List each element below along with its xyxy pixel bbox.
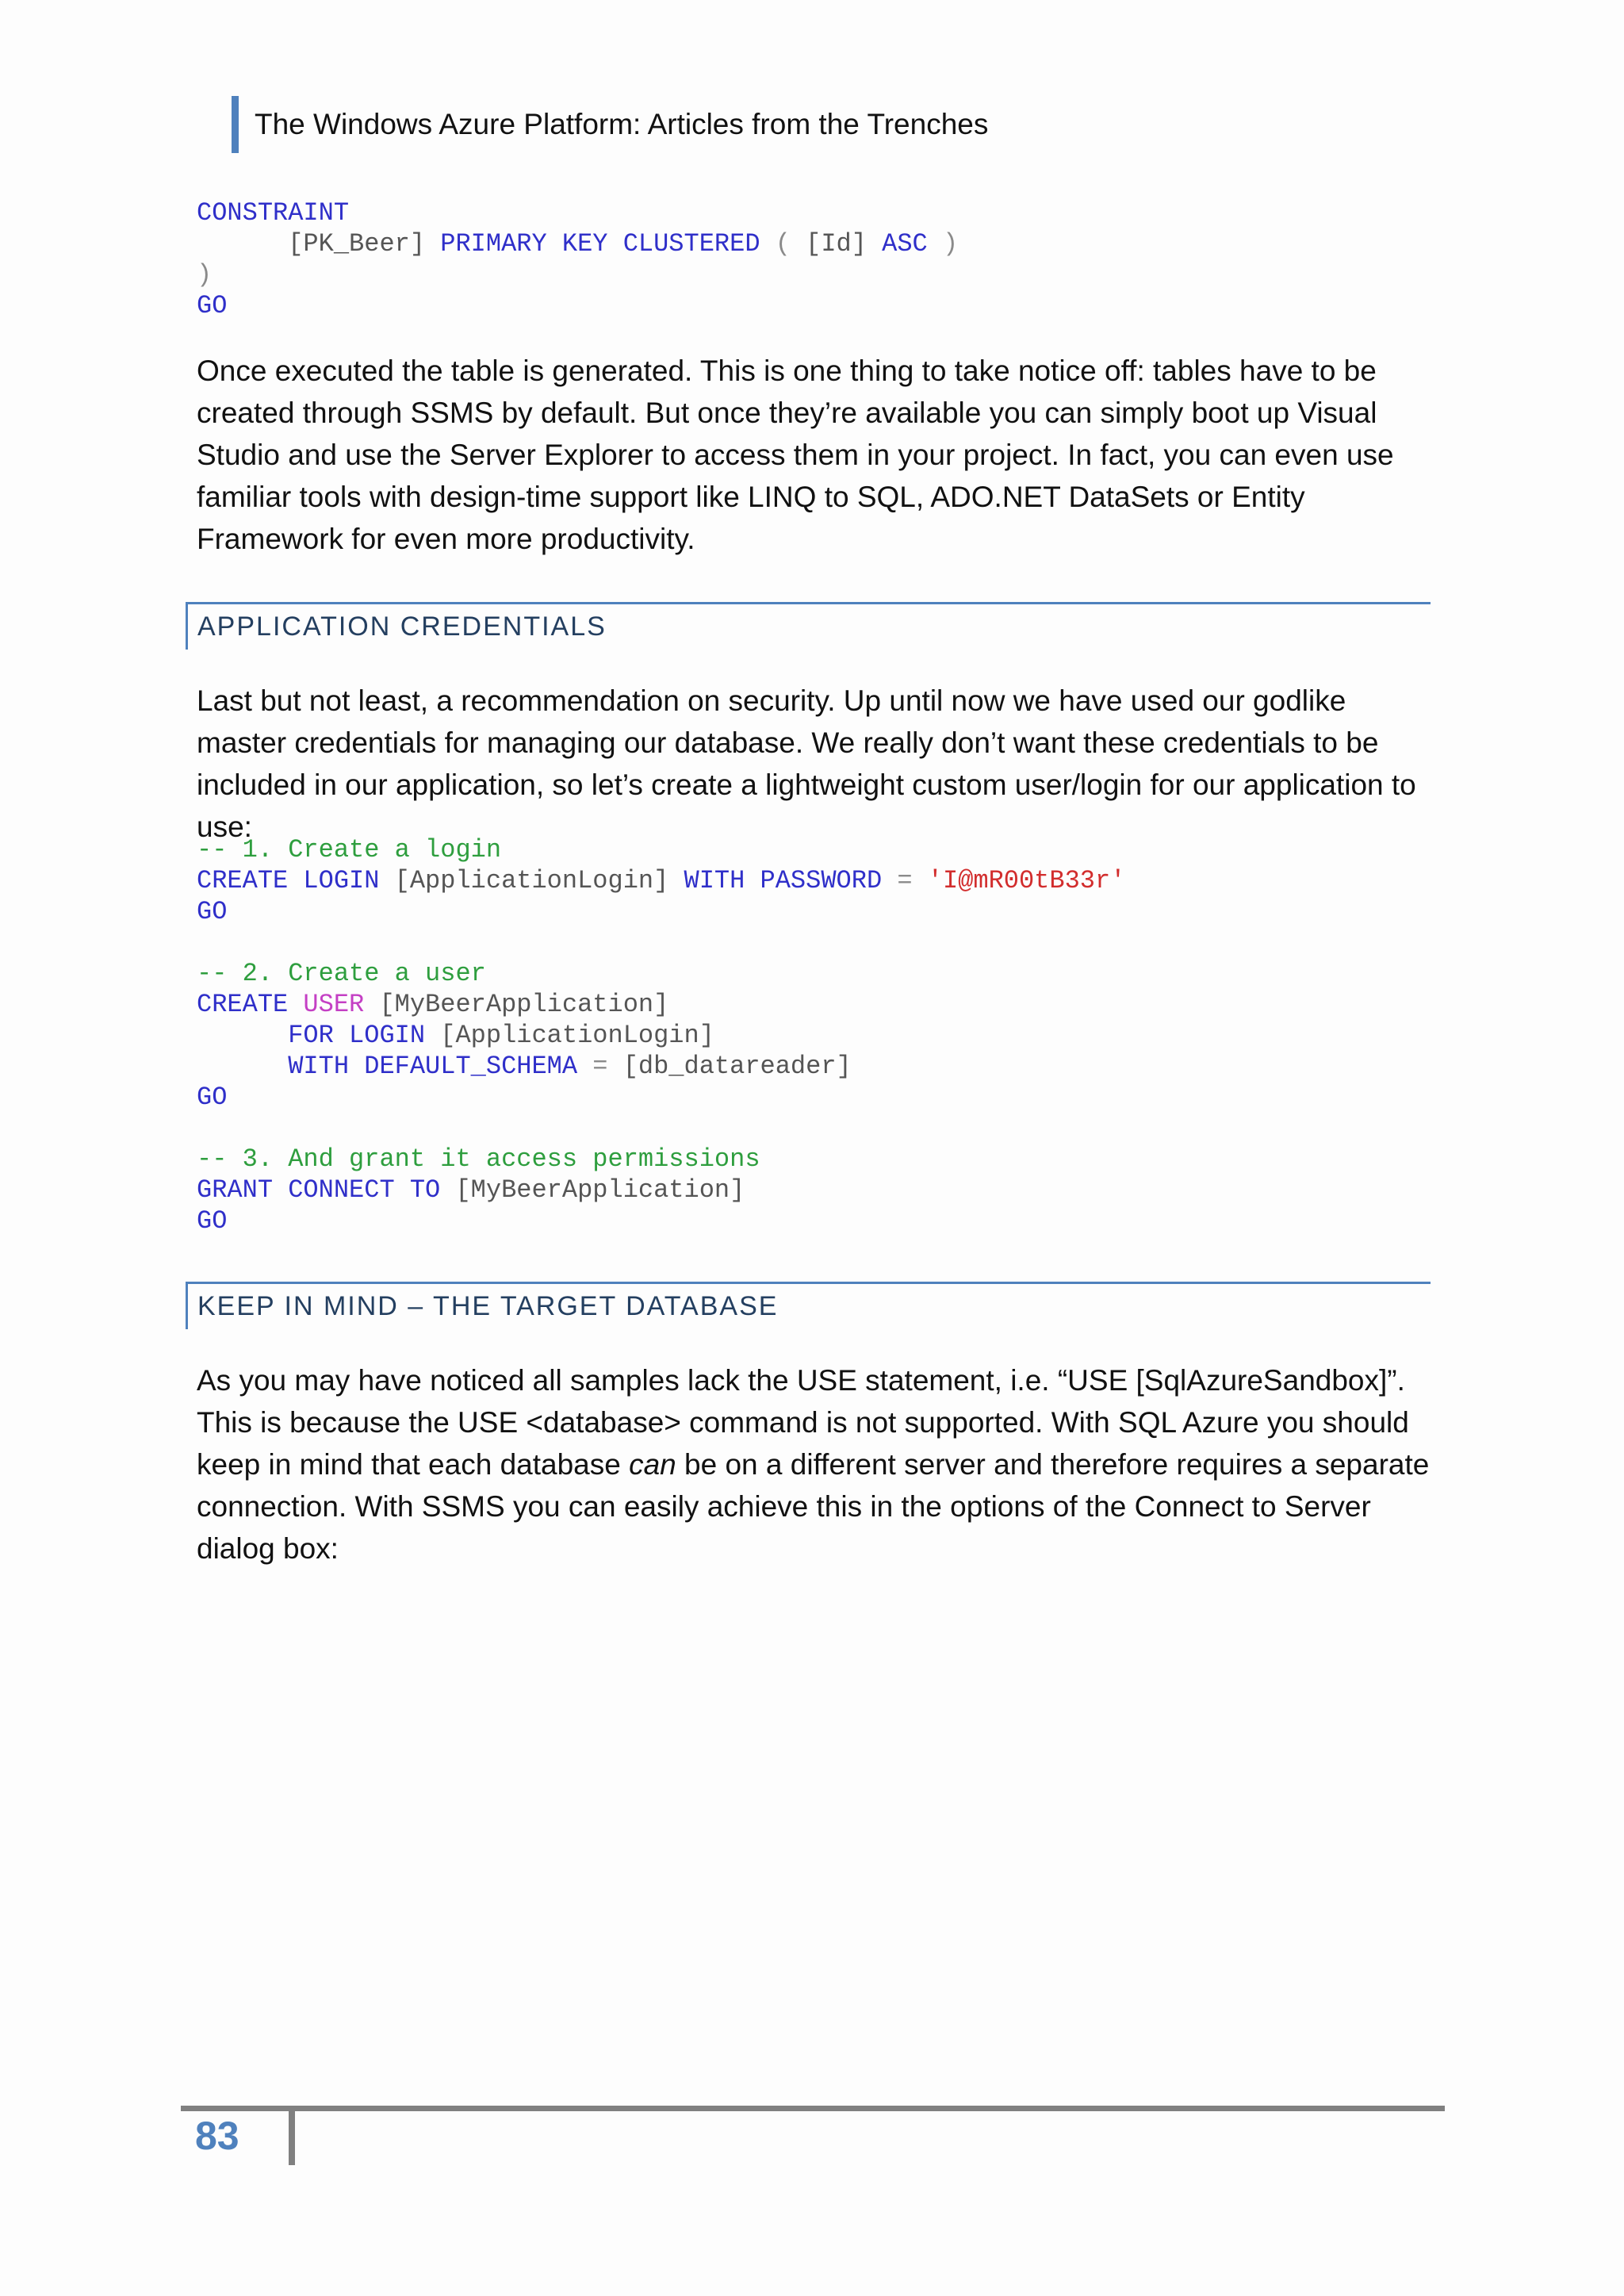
code-token: [Id] (806, 229, 883, 259)
code-keyword: USER (303, 990, 365, 1019)
code-token: [ApplicationLogin] (425, 1021, 714, 1050)
code-keyword: ASC (882, 229, 928, 259)
code-keyword: FOR LOGIN (288, 1021, 426, 1050)
emphasis-can: can (629, 1448, 676, 1481)
paragraph-table-generated: Once executed the table is generated. This is one thing to take notice off: tables have to be created through SSMS by default. But once they’re available you can simply boot up Visual Studio and use the Server Explorer to access them in your project. In fact, you can even use familiar tools with design-time support like LINQ to SQL, ADO.NET DataSets or Entity Framework for even more productivity. (197, 355, 1394, 555)
code-token: ( (760, 229, 806, 259)
page-number-divider (289, 2111, 295, 2165)
code-token: = (882, 866, 928, 895)
code-line (197, 865, 1125, 896)
code-line (197, 927, 1125, 958)
code-token: [ApplicationLogin] (379, 866, 684, 895)
section-heading-target-database (186, 1282, 1431, 1329)
code-keyword: CREATE LOGIN (197, 866, 380, 895)
code-keyword: GRANT CONNECT TO (197, 1175, 441, 1205)
code-line (197, 1175, 1125, 1205)
code-token: = (577, 1052, 623, 1081)
section-heading-text: APPLICATION CREDENTIALS (197, 611, 607, 642)
code-keyword: GO (197, 1206, 228, 1236)
code-string: 'I@mR00tB33r' (927, 866, 1126, 895)
paragraph-use-statement (197, 1359, 1434, 1570)
code-keyword: GO (197, 291, 228, 320)
code-token: [MyBeerApplication] (364, 990, 669, 1019)
code-block-table-constraint (197, 197, 958, 321)
code-keyword: WITH PASSWORD (684, 866, 883, 895)
code-line (197, 1113, 1125, 1144)
page-number: 83 (195, 2114, 239, 2158)
code-token: [MyBeerApplication] (440, 1175, 745, 1205)
code-comment: -- 3. And grant it access permissions (197, 1144, 760, 1174)
code-line (197, 1020, 1125, 1051)
code-keyword: GO (197, 897, 228, 926)
code-line (197, 197, 958, 228)
code-line (197, 1082, 1125, 1113)
code-keyword: PRIMARY KEY CLUSTERED (440, 229, 760, 259)
code-line (197, 1051, 1125, 1082)
footer-rule (181, 2106, 1445, 2111)
code-keyword: CONSTRAINT (197, 198, 350, 228)
section-heading-application-credentials (186, 602, 1431, 650)
code-block-create-login (197, 834, 1125, 1236)
paragraph-text: be on a different server and therefore requires a separate connection. With SSMS you can easily achieve this in the options of the Connect to Server dialog box: (197, 1448, 1430, 1565)
code-token: [db_datareader] (622, 1052, 852, 1081)
code-token: ) (927, 229, 959, 259)
paragraph-text: As you may have noticed all samples lack the USE statement, i.e. “USE [SqlAzureSandbox]”. This is because the USE <database> command is not supported. With SQL Azure you should keep in mind that each database (197, 1364, 1409, 1481)
code-token (197, 1052, 288, 1081)
code-line (197, 228, 958, 259)
code-token (197, 1021, 288, 1050)
code-line (197, 290, 958, 321)
code-line (197, 958, 1125, 989)
section-heading-text: KEEP IN MIND – THE TARGET DATABASE (197, 1291, 779, 1321)
code-keyword: GO (197, 1083, 228, 1112)
code-line (197, 259, 958, 290)
code-line (197, 834, 1125, 865)
code-line (197, 1205, 1125, 1236)
code-token: [PK_Beer] (197, 229, 441, 259)
code-line (197, 1144, 1125, 1175)
running-header-title: The Windows Azure Platform: Articles from the Trenches (255, 108, 989, 140)
code-token: ) (197, 260, 213, 289)
running-header (232, 96, 988, 153)
code-keyword: WITH DEFAULT_SCHEMA (288, 1052, 578, 1081)
paragraph-security-recommendation: Last but not least, a recommendation on security. Up until now we have used our godlike master credentials for managing our database. We really don’t want these credentials to be included in our application, so let’s create a lightweight custom user/login for our application to use: (197, 684, 1416, 843)
code-comment: -- 1. Create a login (197, 835, 502, 864)
code-line (197, 989, 1125, 1020)
code-keyword: CREATE (197, 990, 304, 1019)
code-line (197, 896, 1125, 927)
code-comment: -- 2. Create a user (197, 959, 486, 988)
